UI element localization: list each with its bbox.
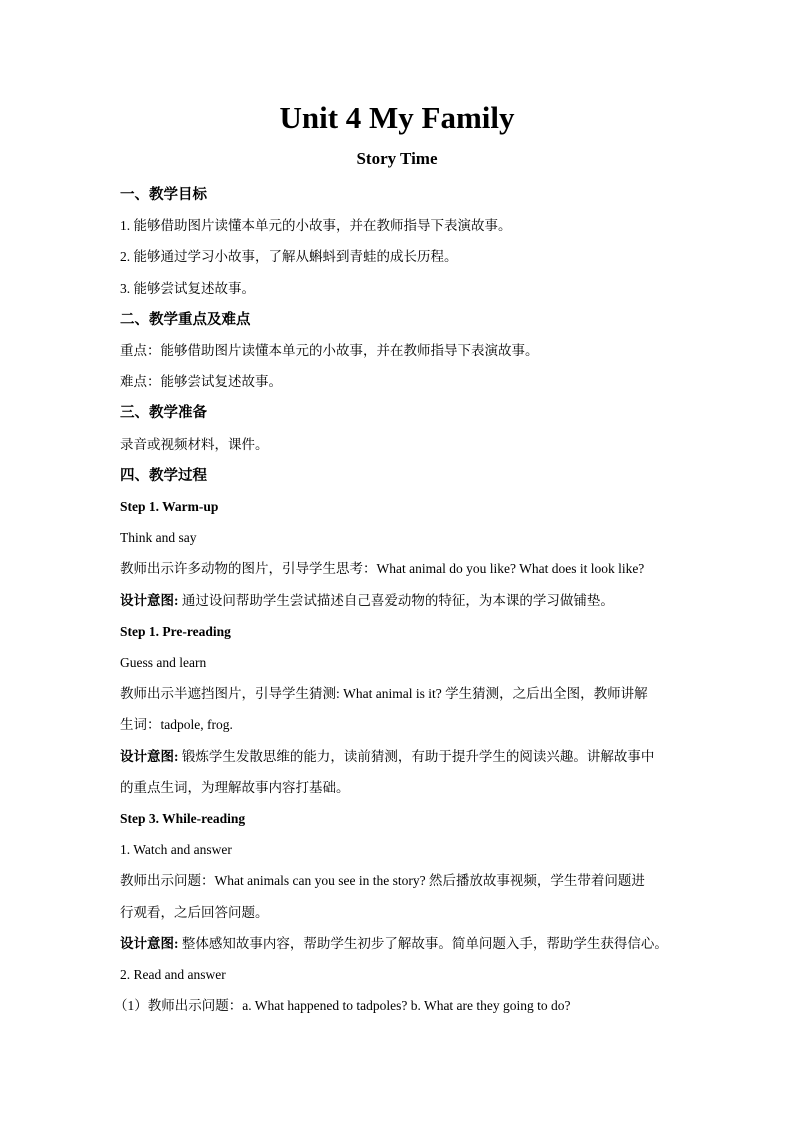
step-3-text-line-2: 行观看，之后回答问题。 xyxy=(120,905,269,920)
step-1-intent xyxy=(120,591,680,611)
difficult-point-label: 难点： xyxy=(120,374,161,389)
step-2-title: Step 1. Pre-reading xyxy=(120,624,231,639)
difficult-point-line xyxy=(120,372,680,392)
step-2-intent-line-2: 的重点生词，为理解故事内容打基础。 xyxy=(120,780,350,795)
step-1-subtitle: Think and say xyxy=(120,530,197,545)
step-2-text-line-2: 生词：tadpole, frog. xyxy=(120,717,233,732)
difficult-point-text: 能够尝试复述故事。 xyxy=(160,374,282,389)
step-3-question-1: （1）教师出示问题：a. What happened to tadpoles? b. What are they going to do? xyxy=(114,998,571,1013)
goal-item-3: 3. 能够尝试复述故事。 xyxy=(120,281,255,296)
step-2-subtitle: Guess and learn xyxy=(120,655,207,670)
intent-label: 设计意图: xyxy=(120,936,179,951)
step-3-subtitle-1: 1. Watch and answer xyxy=(120,842,232,857)
step-3-text-line-1: 教师出示问题：What animals can you see in the story? 然后播放故事视频，学生带着问题进 xyxy=(120,873,645,888)
intent-text: 通过设问帮助学生尝试描述自己喜爱动物的特征，为本课的学习做铺垫。 xyxy=(178,593,614,608)
step-3-subtitle-2: 2. Read and answer xyxy=(120,967,226,982)
key-point-label: 重点： xyxy=(120,343,161,358)
section-heading-process: 四、教学过程 xyxy=(120,468,207,484)
step-1-text: 教师出示许多动物的图片，引导学生思考：What animal do you like? What does it look like? xyxy=(120,561,645,576)
step-1-title: Step 1. Warm-up xyxy=(120,499,219,514)
key-point-text: 能够借助图片读懂本单元的小故事，并在教师指导下表演故事。 xyxy=(160,343,539,358)
step-3-intent xyxy=(120,934,680,954)
step-3-title: Step 3. While-reading xyxy=(120,811,246,826)
page-title: Unit 4 My Family xyxy=(279,100,515,135)
section-heading-goals: 一、教学目标 xyxy=(120,187,207,203)
section-heading-preparation: 三、教学准备 xyxy=(120,405,207,421)
intent-text: 整体感知故事内容，帮助学生初步了解故事。简单问题入手，帮助学生获得信心。 xyxy=(178,936,668,951)
intent-label: 设计意图: xyxy=(120,593,179,608)
goal-item-1: 1. 能够借助图片读懂本单元的小故事，并在教师指导下表演故事。 xyxy=(120,218,512,233)
step-2-text-line-1: 教师出示半遮挡图片，引导学生猜测: What animal is it? 学生猜测，之后出全图，教师讲解 xyxy=(120,686,648,701)
page-subtitle: Story Time xyxy=(356,149,438,168)
section-heading-keypoints: 二、教学重点及难点 xyxy=(120,312,251,328)
goal-item-2: 2. 能够通过学习小故事，了解从蝌蚪到青蛙的成长历程。 xyxy=(120,249,458,264)
step-2-intent xyxy=(120,747,680,767)
intent-label: 设计意图: xyxy=(120,749,179,764)
key-point-line xyxy=(120,341,680,361)
preparation-text: 录音或视频材料，课件。 xyxy=(120,437,269,452)
intent-text: 锻炼学生发散思维的能力，读前猜测，有助于提升学生的阅读兴趣。讲解故事中 xyxy=(178,749,655,764)
